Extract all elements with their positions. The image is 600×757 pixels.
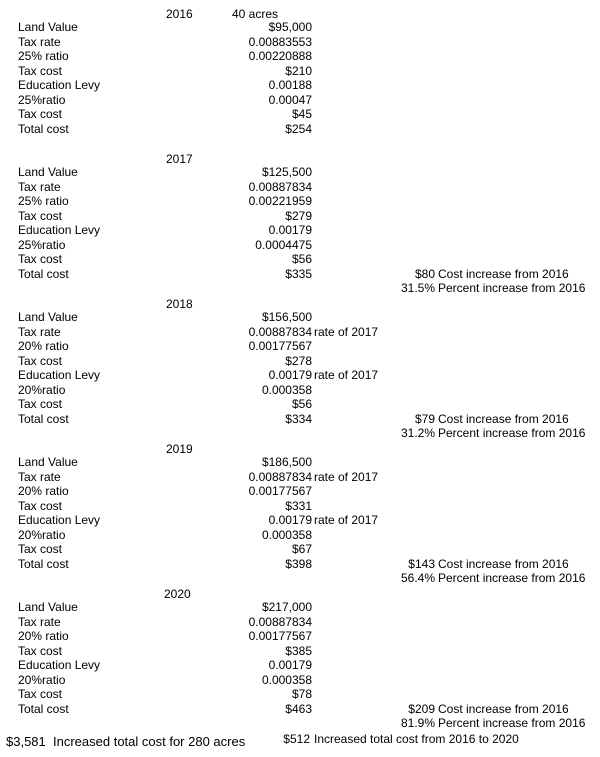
row-value: $95,000 bbox=[268, 20, 312, 34]
summary-value: 56.4% bbox=[400, 571, 435, 585]
row-label: Total cost bbox=[18, 266, 69, 281]
row-value: $254 bbox=[285, 121, 312, 136]
row-label: Total cost bbox=[18, 556, 69, 571]
year-heading: 2016 bbox=[166, 7, 193, 21]
summary-value: 31.2% bbox=[400, 426, 435, 440]
row-label: Tax cost bbox=[18, 498, 63, 513]
row-value: 0.00883553 bbox=[248, 34, 312, 49]
row-label: Education Levy bbox=[18, 658, 101, 672]
row-value: $335 bbox=[285, 266, 312, 281]
row-label: Education Levy bbox=[18, 223, 101, 237]
row-label: Tax cost bbox=[18, 687, 63, 701]
row-value: $385 bbox=[285, 643, 312, 658]
row-label: Tax cost bbox=[18, 643, 63, 658]
row-value: 0.00177567 bbox=[248, 339, 312, 353]
row-label: 25% ratio bbox=[18, 49, 69, 63]
row-label: Tax cost bbox=[18, 208, 63, 223]
row-label: Total cost bbox=[18, 411, 69, 426]
row-label: 20%ratio bbox=[18, 527, 66, 542]
summary-label: Percent increase from 2016 bbox=[438, 281, 586, 295]
row-value: 0.00047 bbox=[268, 92, 312, 107]
summary-value: 81.9% bbox=[400, 716, 435, 730]
row-label: Tax rate bbox=[18, 34, 61, 49]
row-label: Land Value bbox=[18, 20, 78, 34]
summary-value: $80 bbox=[414, 266, 435, 281]
row-value: 0.000358 bbox=[261, 527, 312, 542]
footer-right-label: Increased total cost from 2016 to 2020 bbox=[314, 732, 519, 746]
row-label: 20% ratio bbox=[18, 629, 69, 643]
row-value: $463 bbox=[285, 701, 312, 716]
row-value: $217,000 bbox=[261, 600, 312, 614]
row-value: 0.00179 bbox=[268, 223, 312, 237]
row-label: Tax cost bbox=[18, 107, 63, 121]
row-value: $331 bbox=[285, 498, 312, 513]
row-value: 0.000358 bbox=[261, 672, 312, 687]
row-value: 0.00887834 bbox=[248, 469, 312, 484]
row-label: Tax rate bbox=[18, 179, 61, 194]
row-note: rate of 2017 bbox=[314, 324, 379, 339]
year-heading: 2020 bbox=[164, 587, 191, 601]
row-label: Tax rate bbox=[18, 469, 61, 484]
row-value: 0.00887834 bbox=[248, 324, 312, 339]
row-label: Tax rate bbox=[18, 324, 61, 339]
row-value: $278 bbox=[285, 353, 312, 368]
row-value: $56 bbox=[291, 252, 312, 266]
row-label: 20%ratio bbox=[18, 382, 66, 397]
summary-label: Cost increase from 2016 bbox=[438, 411, 569, 426]
row-value: $125,500 bbox=[261, 165, 312, 179]
footer-left-value: $3,581 bbox=[6, 734, 46, 749]
row-label: Education Levy bbox=[18, 513, 101, 527]
row-value: $334 bbox=[285, 411, 312, 426]
row-value: 0.000358 bbox=[261, 382, 312, 397]
row-value: $186,500 bbox=[261, 455, 312, 469]
summary-value: $143 bbox=[408, 556, 435, 571]
row-value: 0.00221959 bbox=[248, 194, 312, 208]
row-value: $56 bbox=[291, 397, 312, 411]
acres-label: 40 acres bbox=[232, 7, 279, 21]
row-value: 0.00177567 bbox=[248, 629, 312, 643]
footer-left-label: Increased total cost for 280 acres bbox=[53, 734, 246, 749]
row-value: 0.0004475 bbox=[255, 237, 312, 252]
row-value: 0.00179 bbox=[268, 368, 312, 382]
row-note: rate of 2017 bbox=[314, 469, 379, 484]
row-value: $45 bbox=[291, 107, 312, 121]
row-value: $210 bbox=[285, 63, 312, 78]
row-label: Tax cost bbox=[18, 353, 63, 368]
row-value: $78 bbox=[291, 687, 312, 701]
row-label: 25% ratio bbox=[18, 194, 69, 208]
row-value: 0.00179 bbox=[268, 658, 312, 672]
row-label: Education Levy bbox=[18, 368, 101, 382]
summary-label: Percent increase from 2016 bbox=[438, 426, 586, 440]
row-note: rate of 2017 bbox=[314, 513, 379, 527]
row-value: 0.00179 bbox=[268, 513, 312, 527]
row-label: Land Value bbox=[18, 455, 78, 469]
summary-label: Cost increase from 2016 bbox=[438, 266, 569, 281]
row-value: 0.00220888 bbox=[248, 49, 312, 63]
summary-label: Percent increase from 2016 bbox=[438, 571, 586, 585]
summary-value: $209 bbox=[408, 701, 435, 716]
row-value: $156,500 bbox=[261, 310, 312, 324]
row-label: Tax cost bbox=[18, 542, 63, 556]
row-value: 0.00887834 bbox=[248, 179, 312, 194]
footer-right-value: $512 bbox=[283, 732, 310, 746]
row-value: $279 bbox=[285, 208, 312, 223]
row-label: Tax cost bbox=[18, 397, 63, 411]
row-value: 0.00177567 bbox=[248, 484, 312, 498]
summary-label: Cost increase from 2016 bbox=[438, 556, 569, 571]
row-label: Land Value bbox=[18, 600, 78, 614]
row-label: 25%ratio bbox=[18, 92, 66, 107]
row-label: Tax cost bbox=[18, 63, 63, 78]
row-note: rate of 2017 bbox=[314, 368, 379, 382]
row-label: 20% ratio bbox=[18, 484, 69, 498]
row-label: 20%ratio bbox=[18, 672, 66, 687]
row-label: 25%ratio bbox=[18, 237, 66, 252]
row-label: Total cost bbox=[18, 121, 69, 136]
summary-value: 31.5% bbox=[400, 281, 435, 295]
row-value: 0.00887834 bbox=[248, 614, 312, 629]
row-value: $398 bbox=[285, 556, 312, 571]
row-label: Tax cost bbox=[18, 252, 63, 266]
summary-label: Cost increase from 2016 bbox=[438, 701, 569, 716]
row-label: Land Value bbox=[18, 165, 78, 179]
year-heading: 2019 bbox=[166, 442, 193, 456]
summary-value: $79 bbox=[414, 411, 435, 426]
row-label: Education Levy bbox=[18, 78, 101, 92]
row-value: $67 bbox=[291, 542, 312, 556]
row-label: 20% ratio bbox=[18, 339, 69, 353]
summary-label: Percent increase from 2016 bbox=[438, 716, 586, 730]
row-label: Land Value bbox=[18, 310, 78, 324]
row-value: 0.00188 bbox=[268, 78, 312, 92]
year-heading: 2018 bbox=[166, 297, 193, 311]
row-label: Tax rate bbox=[18, 614, 61, 629]
year-heading: 2017 bbox=[166, 152, 193, 166]
row-label: Total cost bbox=[18, 701, 69, 716]
